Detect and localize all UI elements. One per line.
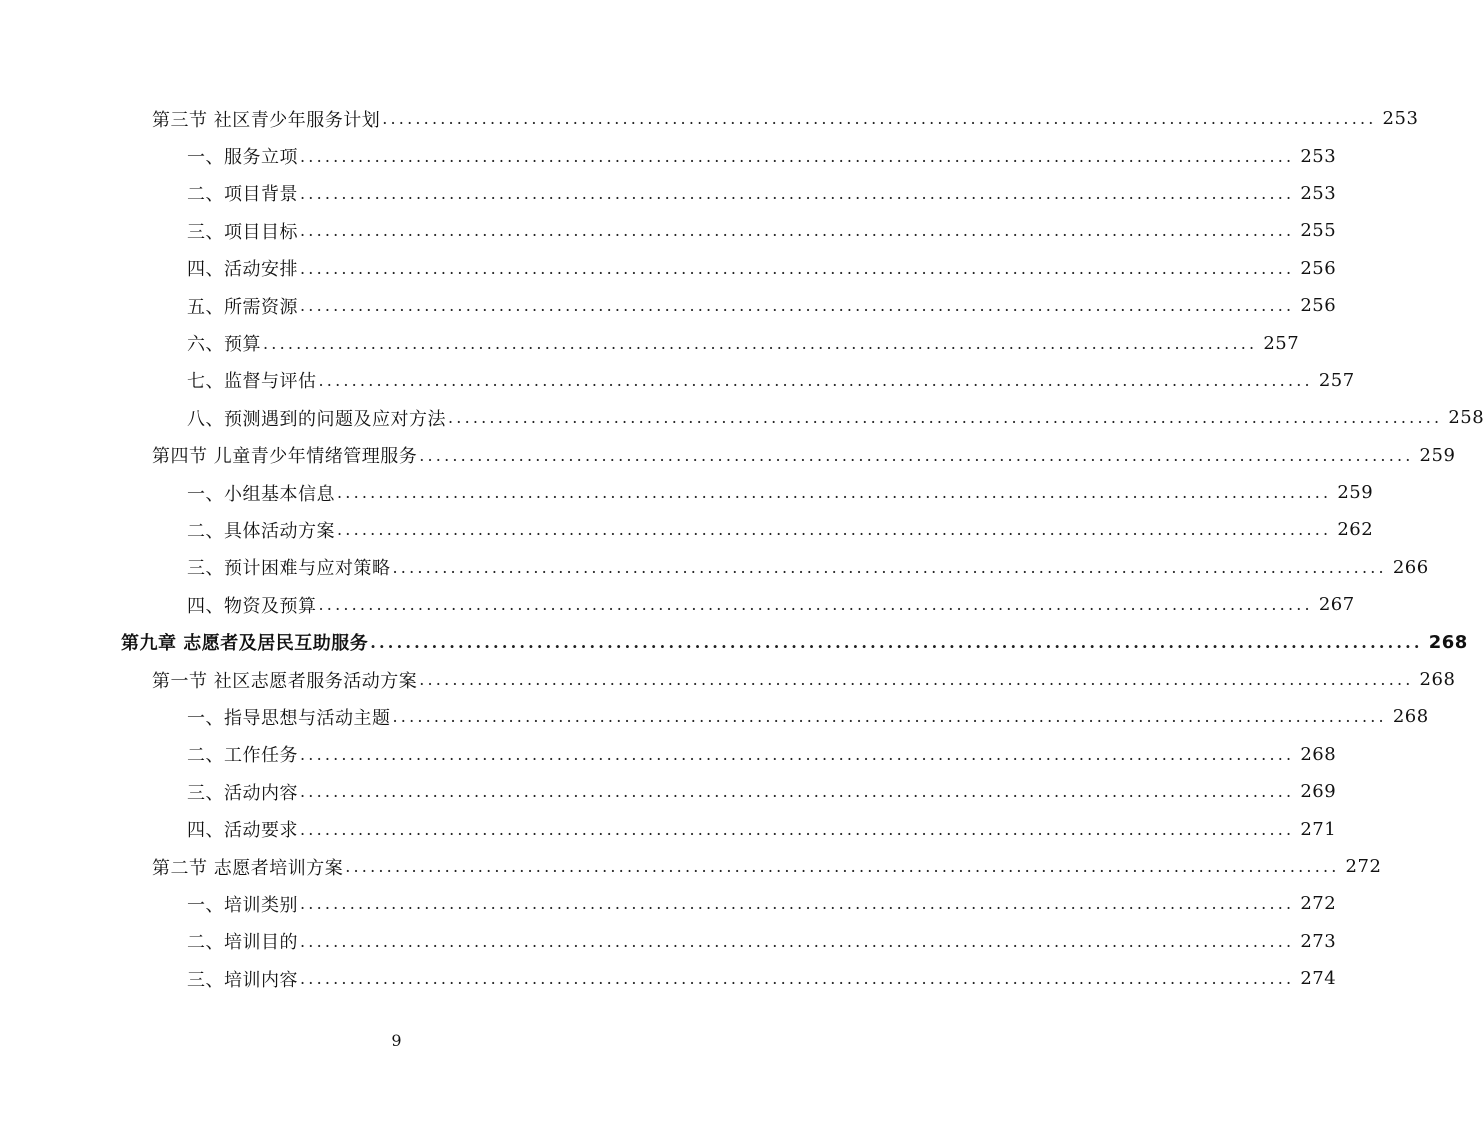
toc-entry-title: 二、工作任务 — [187, 745, 298, 767]
toc-entry-title: 三、培训内容 — [187, 969, 298, 991]
toc-entry-page: 274 — [1300, 968, 1337, 990]
dot-leader: ........................................................................................................................ — [392, 557, 1387, 577]
dot-leader: ........................................................................................................................ — [300, 894, 1295, 914]
toc-entry-section[interactable] — [0, 848, 1382, 885]
toc-entry-item[interactable] — [0, 474, 1374, 511]
toc-entry-title: 八、预测遇到的问题及应对方法 — [187, 408, 446, 430]
dot-leader: ........................................................................................................................ — [382, 109, 1377, 129]
toc-entry-page: 269 — [1300, 781, 1337, 803]
toc-entry-title: 一、培训类别 — [187, 894, 298, 916]
toc-entry-item[interactable] — [0, 250, 1337, 287]
toc-entry-title: 一、指导思想与活动主题 — [187, 707, 391, 729]
dot-leader: ........................................................................................................................ — [318, 595, 1313, 615]
dot-leader: ........................................................................................................................ — [337, 483, 1332, 503]
toc-entry-title: 二、项目背景 — [187, 184, 298, 206]
dot-leader: ........................................................................................................................ — [300, 221, 1295, 241]
toc-entry-title: 第九章 志愿者及居民互助服务 — [121, 633, 369, 655]
toc-entry-title: 三、活动内容 — [187, 782, 298, 804]
page-number: 9 — [391, 1031, 402, 1050]
toc-entry-title: 七、监督与评估 — [187, 371, 317, 393]
toc-entry-title: 四、活动要求 — [187, 820, 298, 842]
toc-entry-item[interactable] — [0, 773, 1337, 810]
dot-leader: ........................................................................................................................ — [300, 744, 1295, 764]
toc-entry-page: 256 — [1300, 257, 1337, 279]
dot-leader: ........................................................................................................................ — [300, 782, 1295, 802]
toc-entry-item[interactable] — [0, 549, 1429, 586]
toc-entry-page: 268 — [1428, 631, 1468, 653]
dot-leader: ........................................................................................................................ — [318, 370, 1313, 390]
toc-entry-title: 二、具体活动方案 — [187, 520, 335, 542]
toc-entry-page: 273 — [1300, 930, 1337, 952]
dot-leader: ........................................................................................................................ — [263, 333, 1258, 353]
toc-entry-page: 268 — [1300, 743, 1337, 765]
dot-leader: ........................................................................................................................ — [370, 632, 1423, 652]
dot-leader: ........................................................................................................................ — [345, 857, 1340, 876]
toc-entry-page: 253 — [1300, 182, 1337, 204]
toc-entry-item[interactable] — [0, 586, 1355, 623]
toc-entry-page: 253 — [1300, 145, 1337, 167]
toc-entry-item[interactable] — [0, 137, 1337, 174]
toc-entry-item[interactable] — [0, 698, 1429, 735]
toc-entry-title: 四、物资及预算 — [187, 595, 317, 617]
dot-leader: ........................................................................................................................ — [337, 520, 1332, 540]
toc-entry-page: 268 — [1392, 706, 1429, 728]
toc-entry-title: 六、预算 — [187, 334, 261, 356]
toc-entry-item[interactable] — [0, 960, 1337, 997]
toc-entry-page: 268 — [1419, 669, 1456, 691]
dot-leader: ........................................................................................................................ — [419, 670, 1414, 690]
toc-entry-page: 253 — [1382, 108, 1419, 130]
toc-entry-title: 三、项目目标 — [187, 221, 298, 243]
dot-leader: ........................................................................................................................ — [300, 183, 1295, 203]
toc-entry-item[interactable] — [0, 810, 1337, 847]
toc-entry-page: 257 — [1263, 332, 1300, 354]
toc-entry-section[interactable] — [0, 661, 1456, 698]
toc-entry-item[interactable] — [0, 324, 1300, 361]
toc-entry-page: 258 — [1448, 407, 1484, 429]
toc-entry-section[interactable] — [0, 100, 1419, 137]
toc-entry-page: 272 — [1300, 893, 1337, 915]
toc-entry-item[interactable] — [0, 362, 1355, 399]
toc-entry-section[interactable] — [0, 437, 1456, 474]
toc-entry-page: 257 — [1318, 369, 1355, 391]
toc-entry-page: 271 — [1300, 818, 1337, 840]
toc-entry-item[interactable] — [0, 399, 1484, 436]
toc-entry-title: 一、小组基本信息 — [187, 483, 335, 505]
toc-entry-page: 259 — [1337, 482, 1374, 504]
toc-entry-page: 256 — [1300, 295, 1337, 317]
toc-entry-page: 255 — [1300, 220, 1337, 242]
toc-entry-item[interactable] — [0, 175, 1337, 212]
toc-entry-page: 272 — [1345, 856, 1382, 877]
toc-entry-item[interactable] — [0, 212, 1337, 249]
toc-entry-page: 266 — [1392, 556, 1429, 578]
dot-leader: ........................................................................................................................ — [392, 707, 1387, 727]
dot-leader: ........................................................................................................................ — [300, 258, 1295, 278]
toc-entry-title: 第二节 志愿者培训方案 — [152, 857, 344, 879]
table-of-contents — [0, 100, 1484, 997]
toc-entry-title: 五、所需资源 — [187, 296, 298, 318]
dot-leader: ........................................................................................................................ — [448, 408, 1443, 428]
toc-entry-page: 259 — [1419, 444, 1456, 466]
toc-entry-item[interactable] — [0, 885, 1337, 922]
dot-leader: ........................................................................................................................ — [300, 819, 1295, 839]
toc-entry-title: 第四节 儿童青少年情绪管理服务 — [152, 446, 418, 468]
toc-entry-title: 二、培训目的 — [187, 932, 298, 954]
toc-entry-item[interactable] — [0, 287, 1337, 324]
dot-leader: ........................................................................................................................ — [300, 296, 1295, 316]
dot-leader: ........................................................................................................................ — [300, 931, 1295, 951]
toc-entry-title: 一、服务立项 — [187, 147, 298, 169]
toc-entry-chapter[interactable] — [0, 623, 1468, 660]
toc-entry-title: 四、活动安排 — [187, 259, 298, 281]
toc-entry-title: 第一节 社区志愿者服务活动方案 — [152, 670, 418, 692]
toc-entry-title: 第三节 社区青少年服务计划 — [152, 109, 381, 131]
dot-leader: ........................................................................................................................ — [300, 969, 1295, 989]
toc-entry-item[interactable] — [0, 736, 1337, 773]
dot-leader: ........................................................................................................................ — [419, 445, 1414, 465]
toc-entry-page: 267 — [1318, 594, 1355, 616]
toc-entry-item[interactable] — [0, 923, 1337, 960]
dot-leader: ........................................................................................................................ — [300, 146, 1295, 166]
toc-entry-title: 三、预计困难与应对策略 — [187, 558, 391, 580]
toc-entry-page: 262 — [1337, 519, 1374, 541]
toc-entry-item[interactable] — [0, 511, 1374, 548]
